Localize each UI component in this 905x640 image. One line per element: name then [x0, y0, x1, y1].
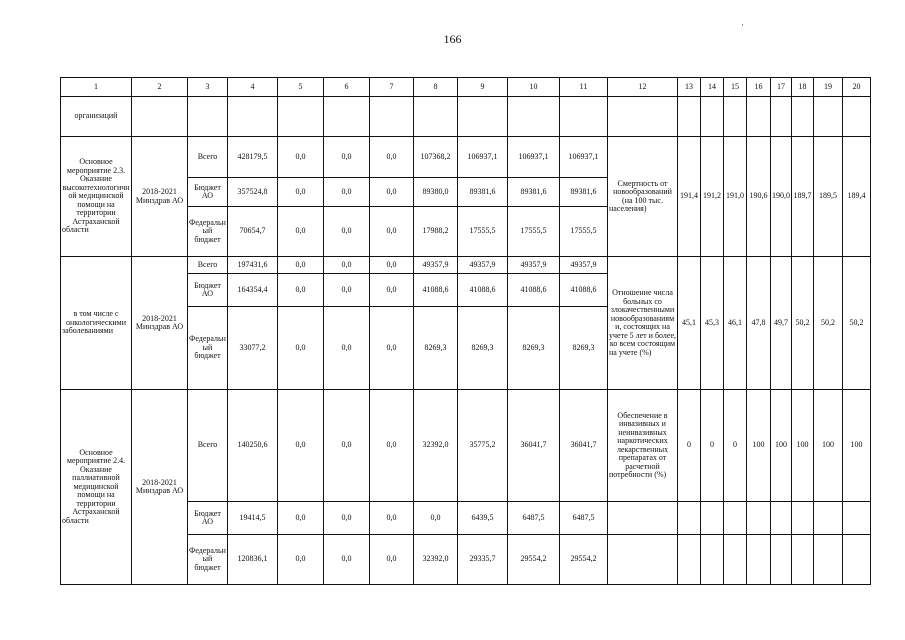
target-cell: 49,7 — [771, 257, 792, 390]
target-cell: 46,1 — [724, 257, 747, 390]
header-cell: 7 — [370, 78, 414, 97]
value-cell: 35775,2 — [458, 390, 508, 502]
table-row — [61, 390, 871, 502]
source-cell: Бюджет АО — [188, 274, 228, 307]
header-cell: 10 — [508, 78, 560, 97]
target-cell: 50,2 — [792, 257, 814, 390]
table-row — [61, 257, 871, 274]
source-cell: Всего — [188, 390, 228, 502]
target-cell: 191,0 — [724, 137, 747, 257]
target-cell: 189,4 — [843, 137, 871, 257]
source-cell: Федеральный бюджет — [188, 207, 228, 257]
measure-name-cell: Основное мероприятие 2.4. Оказание паллиативной медицинской помощи на территории Астраханской области — [61, 390, 132, 585]
program-table — [60, 77, 871, 585]
value-cell: 17555,5 — [458, 207, 508, 257]
target-cell: 0 — [724, 390, 747, 502]
value-cell: 0,0 — [324, 274, 370, 307]
source-cell: Бюджет АО — [188, 502, 228, 535]
header-cell: 5 — [278, 78, 324, 97]
target-cell: 190,6 — [747, 137, 771, 257]
value-cell: 0,0 — [324, 257, 370, 274]
source-cell: Федеральный бюджет — [188, 535, 228, 585]
target-cell: 50,2 — [843, 257, 871, 390]
target-cell: 45,3 — [701, 257, 724, 390]
value-cell: 17988,2 — [414, 207, 458, 257]
value-cell: 41088,6 — [458, 274, 508, 307]
target-cell: 100 — [814, 390, 843, 502]
header-cell: 1 — [61, 78, 132, 97]
value-cell: 29554,2 — [508, 535, 560, 585]
value-cell: 41088,6 — [560, 274, 608, 307]
value-cell: 428179,5 — [228, 137, 278, 178]
value-cell: 41088,6 — [414, 274, 458, 307]
target-cell: 189,5 — [814, 137, 843, 257]
header-cell: 18 — [792, 78, 814, 97]
value-cell: 49357,9 — [508, 257, 560, 274]
value-cell: 8269,3 — [560, 307, 608, 390]
value-cell: 32392,0 — [414, 535, 458, 585]
target-cell: 189,7 — [792, 137, 814, 257]
value-cell: 106937,1 — [560, 137, 608, 178]
table-row — [61, 137, 871, 178]
value-cell: 0,0 — [370, 137, 414, 178]
value-cell: 0,0 — [370, 257, 414, 274]
value-cell: 0,0 — [370, 535, 414, 585]
value-cell: 0,0 — [278, 535, 324, 585]
header-cell: 13 — [678, 78, 701, 97]
value-cell: 0,0 — [278, 257, 324, 274]
target-cell: 0 — [701, 390, 724, 502]
value-cell: 36041,7 — [508, 390, 560, 502]
value-cell: 0,0 — [370, 274, 414, 307]
value-cell: 0,0 — [370, 307, 414, 390]
value-cell: 8269,3 — [508, 307, 560, 390]
value-cell: 0,0 — [324, 137, 370, 178]
value-cell: 32392,0 — [414, 390, 458, 502]
value-cell: 0,0 — [414, 502, 458, 535]
value-cell: 0,0 — [370, 390, 414, 502]
continuation-row — [61, 97, 871, 137]
header-cell: 2 — [132, 78, 188, 97]
value-cell: 197431,6 — [228, 257, 278, 274]
value-cell: 41088,6 — [508, 274, 560, 307]
value-cell: 0,0 — [278, 502, 324, 535]
indicator-cell: Отношение числа больных со злокачественными новообразованиями, состоящих на учете 5 лет и более, ко всем состоящим на учете (%) — [608, 257, 678, 390]
header-cell: 20 — [843, 78, 871, 97]
source-cell: Бюджет АО — [188, 178, 228, 207]
value-cell: 0,0 — [278, 307, 324, 390]
indicator-cell: Обеспечение в инвазивных и неинвазивных наркотических лекарственных препаратах от расчетной потребности (%) — [608, 390, 678, 502]
value-cell: 0,0 — [278, 178, 324, 207]
value-cell: 0,0 — [324, 535, 370, 585]
value-cell: 89381,6 — [560, 178, 608, 207]
header-cell: 8 — [414, 78, 458, 97]
measure-name-cell: в том числе с онкологическими заболеваниями — [61, 257, 132, 390]
target-cell: 100 — [747, 390, 771, 502]
value-cell: 357524,8 — [228, 178, 278, 207]
page-number: 166 — [443, 32, 462, 46]
value-cell: 0,0 — [324, 178, 370, 207]
source-cell: Федеральный бюджет — [188, 307, 228, 390]
value-cell: 0,0 — [324, 307, 370, 390]
target-cell: 50,2 — [814, 257, 843, 390]
value-cell: 89380,0 — [414, 178, 458, 207]
source-cell: Всего — [188, 137, 228, 178]
value-cell: 0,0 — [278, 390, 324, 502]
header-cell: 4 — [228, 78, 278, 97]
header-cell: 16 — [747, 78, 771, 97]
header-cell: 9 — [458, 78, 508, 97]
target-cell: 0 — [678, 390, 701, 502]
value-cell: 0,0 — [370, 207, 414, 257]
measure-name-cell: Основное мероприятие 2.3. Оказание высокотехнологичной медицинской помощи на территории Астраханской области — [61, 137, 132, 257]
value-cell: 140250,6 — [228, 390, 278, 502]
value-cell: 0,0 — [324, 390, 370, 502]
value-cell: 6487,5 — [560, 502, 608, 535]
measure-name-cell: организаций — [61, 97, 132, 137]
value-cell: 106937,1 — [458, 137, 508, 178]
value-cell: 29335,7 — [458, 535, 508, 585]
value-cell: 89381,6 — [508, 178, 560, 207]
header-cell: 6 — [324, 78, 370, 97]
header-cell: 14 — [701, 78, 724, 97]
value-cell: 36041,7 — [560, 390, 608, 502]
target-cell: 191,2 — [701, 137, 724, 257]
value-cell: 6439,5 — [458, 502, 508, 535]
value-cell: 0,0 — [370, 502, 414, 535]
value-cell: 89381,6 — [458, 178, 508, 207]
value-cell: 120836,1 — [228, 535, 278, 585]
value-cell: 29554,2 — [560, 535, 608, 585]
value-cell: 70654,7 — [228, 207, 278, 257]
header-cell: 19 — [814, 78, 843, 97]
value-cell: 107368,2 — [414, 137, 458, 178]
period-cell: 2018-2021 Минздрав АО — [132, 257, 188, 390]
header-cell: 12 — [608, 78, 678, 97]
period-cell: 2018-2021 Минздрав АО — [132, 137, 188, 257]
header-cell: 17 — [771, 78, 792, 97]
target-cell: 45,1 — [678, 257, 701, 390]
target-cell: 100 — [792, 390, 814, 502]
value-cell: 49357,9 — [414, 257, 458, 274]
value-cell: 17555,5 — [560, 207, 608, 257]
value-cell: 6487,5 — [508, 502, 560, 535]
value-cell: 49357,9 — [560, 257, 608, 274]
corner-mark: · — [741, 20, 744, 30]
value-cell: 0,0 — [324, 207, 370, 257]
target-cell: 47,8 — [747, 257, 771, 390]
value-cell: 164354,4 — [228, 274, 278, 307]
value-cell: 0,0 — [278, 207, 324, 257]
source-cell: Всего — [188, 257, 228, 274]
header-row — [61, 78, 871, 97]
value-cell: 33077,2 — [228, 307, 278, 390]
header-cell: 3 — [188, 78, 228, 97]
value-cell: 106937,1 — [508, 137, 560, 178]
value-cell: 8269,3 — [458, 307, 508, 390]
target-cell: 100 — [771, 390, 792, 502]
value-cell: 0,0 — [278, 274, 324, 307]
header-cell: 11 — [560, 78, 608, 97]
value-cell: 0,0 — [324, 502, 370, 535]
value-cell: 19414,5 — [228, 502, 278, 535]
indicator-cell: Смертность от новообразований (на 100 тыс. населения) — [608, 137, 678, 257]
header-cell: 15 — [724, 78, 747, 97]
value-cell: 8269,3 — [414, 307, 458, 390]
value-cell: 0,0 — [370, 178, 414, 207]
period-cell: 2018-2021 Минздрав АО — [132, 390, 188, 585]
value-cell: 17555,5 — [508, 207, 560, 257]
value-cell: 0,0 — [278, 137, 324, 178]
target-cell: 100 — [843, 390, 871, 502]
target-cell: 191,4 — [678, 137, 701, 257]
value-cell: 49357,9 — [458, 257, 508, 274]
target-cell: 190,0 — [771, 137, 792, 257]
